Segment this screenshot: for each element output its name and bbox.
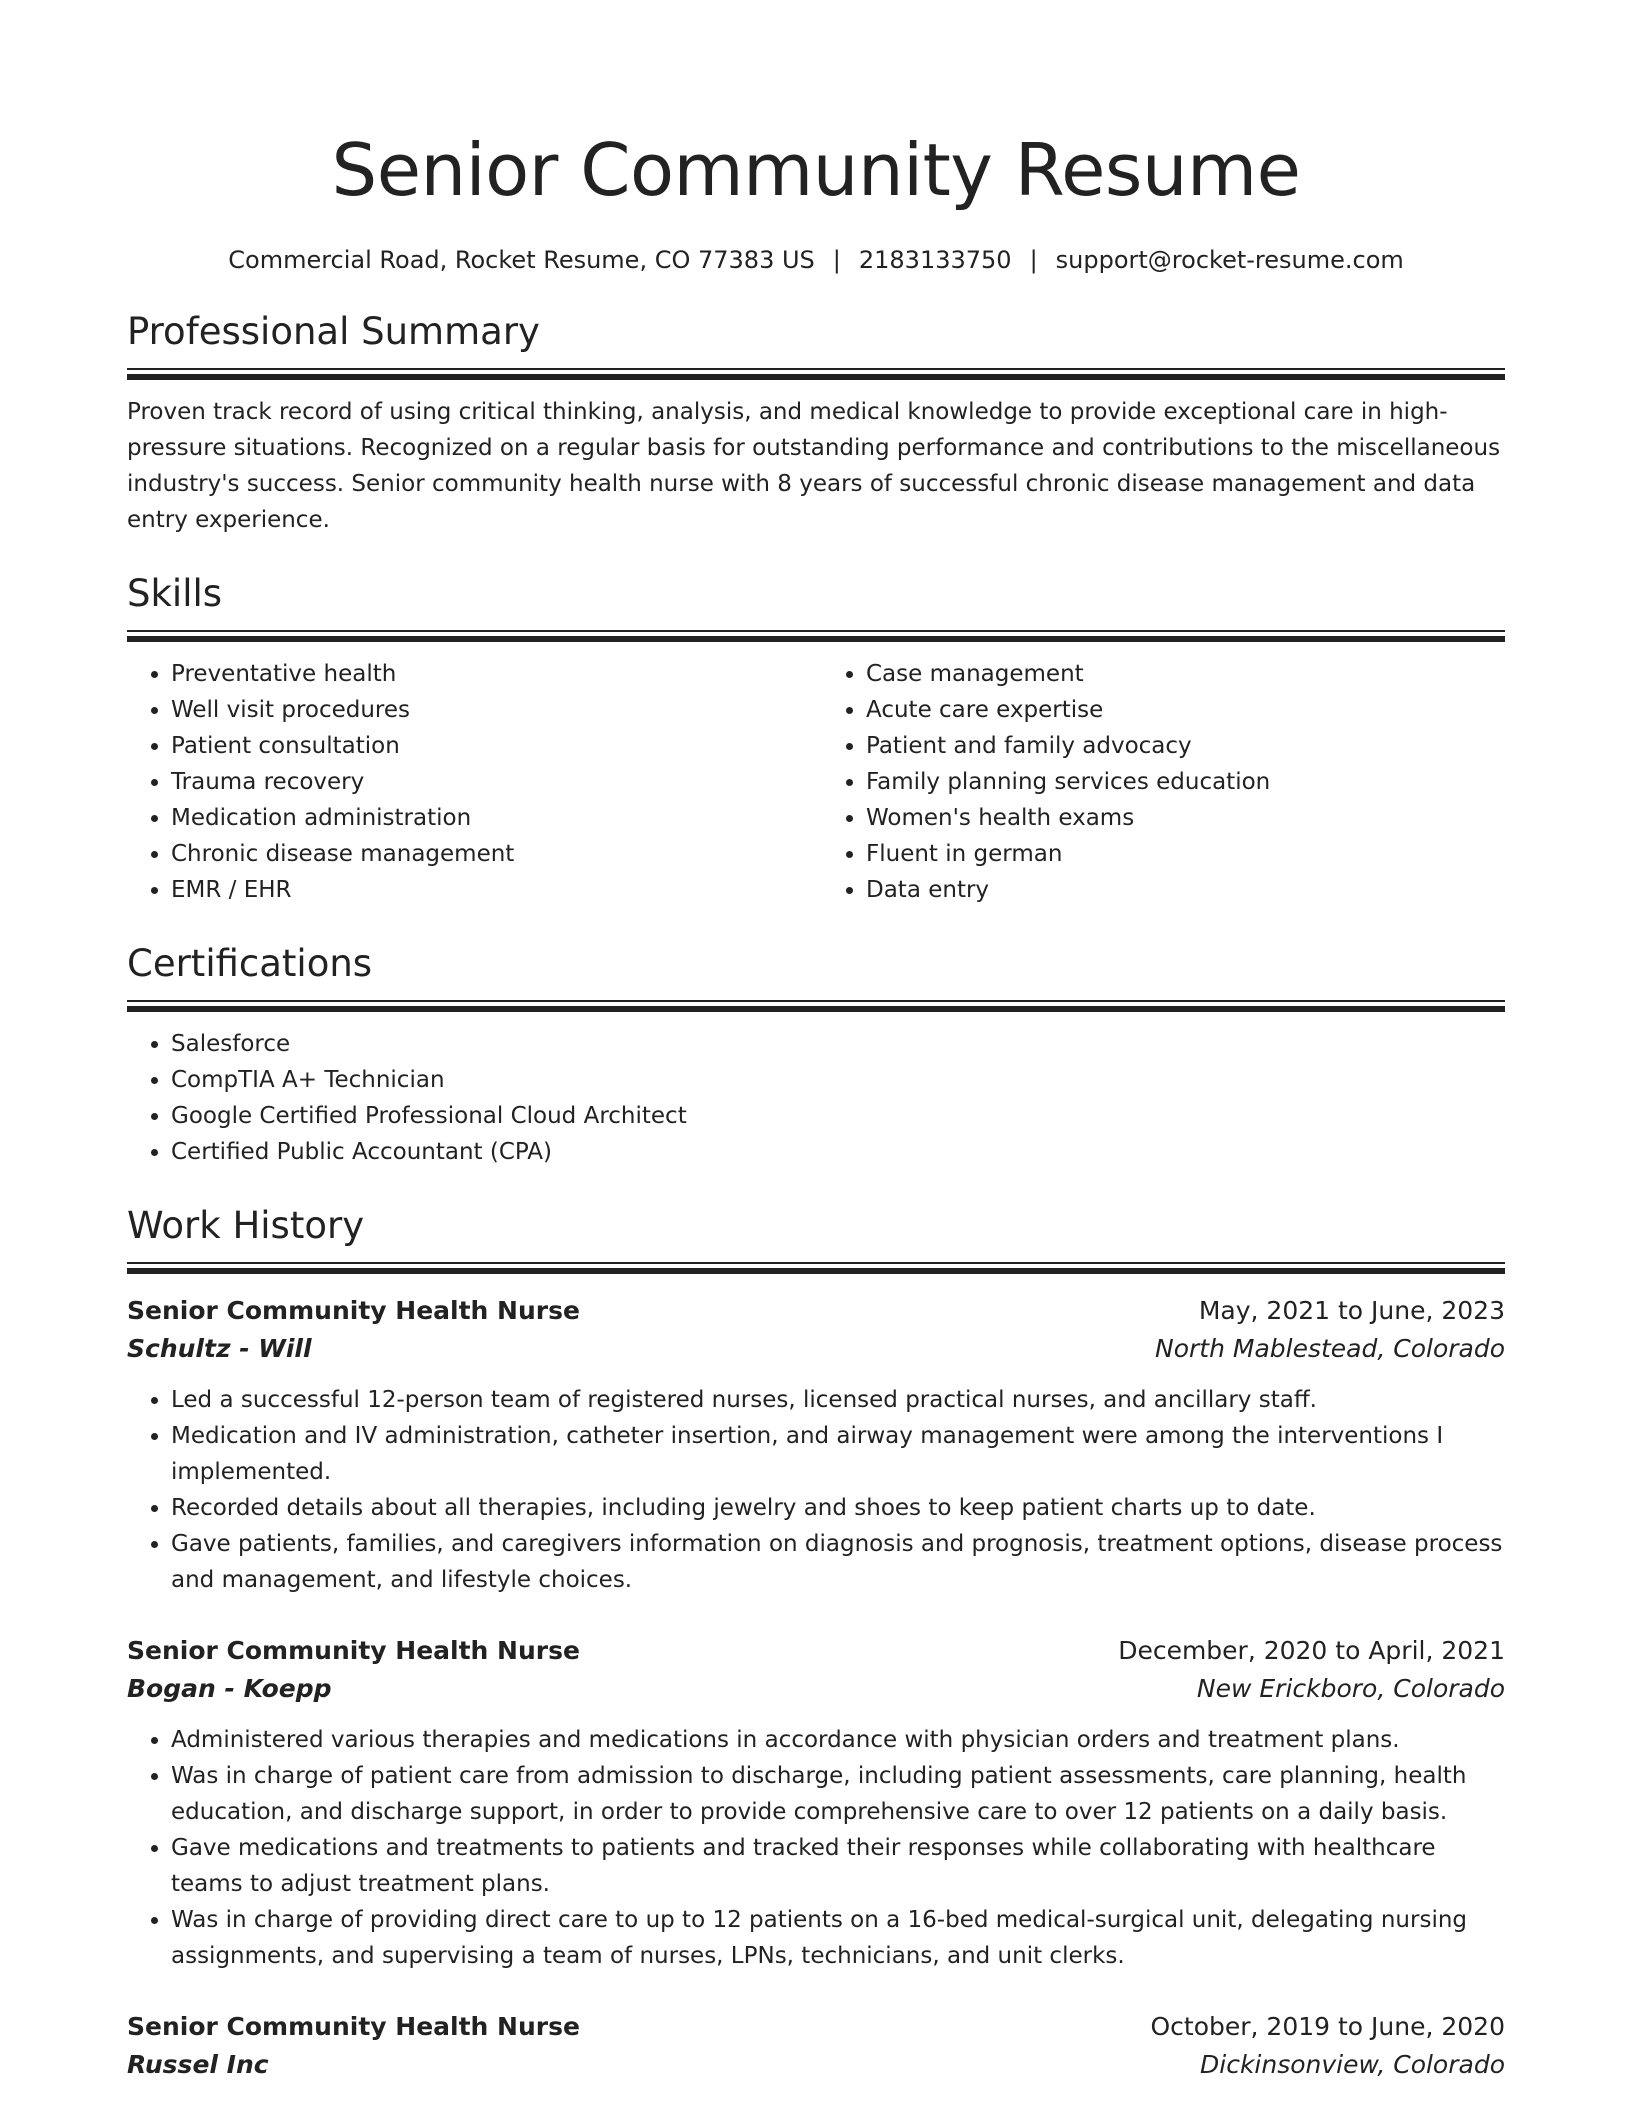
- job-duty: • Administered various therapies and medications in accordance with physician orders and treatment plans.: [171, 1722, 1505, 1758]
- job-location: New Erickboro, Colorado: [1196, 1674, 1505, 1703]
- certification-item: • Google Certified Professional Cloud Architect: [171, 1098, 1505, 1134]
- contact-separator: |: [1029, 246, 1038, 274]
- job-location: North Mablestead, Colorado: [1155, 1334, 1505, 1363]
- job-title: Senior Community Health Nurse: [127, 2012, 580, 2041]
- skill-item: • Patient consultation: [171, 728, 816, 764]
- skills-header: [127, 570, 1505, 642]
- contact-address: Commercial Road, Rocket Resume, CO 77383 US: [228, 246, 815, 274]
- skill-item: • Preventative health: [171, 656, 816, 692]
- job-title-row: [127, 2008, 1505, 2046]
- skills-list-left: [127, 656, 816, 908]
- job-duty: • Was in charge of patient care from admission to discharge, including patient assessments, care planning, health education, and discharge support, in order to provide comprehensive care to over 12 patients on a daily basis.: [171, 1758, 1505, 1830]
- summary-header: [127, 308, 1505, 380]
- contact-line: [127, 244, 1505, 276]
- job-dates: May, 2021 to June, 2023: [1198, 1296, 1505, 1325]
- job-duty: • Gave medications and treatments to patients and tracked their responses while collaborating with healthcare teams to adjust treatment plans.: [171, 1830, 1505, 1902]
- certifications-section: [127, 940, 1505, 1170]
- section-divider: [127, 1000, 1505, 1012]
- summary-text: Proven track record of using critical thinking, analysis, and medical knowledge to provide exceptional care in high-pressure situations. Recognized on a regular basis for outstanding performance and contributions to the miscellaneous industry's success. Senior community health nurse with 8 years of successful chronic disease management and data entry experience.: [127, 399, 1501, 533]
- skills-section: [127, 570, 1505, 908]
- job-location: Dickinsonview, Colorado: [1200, 2050, 1505, 2079]
- job-company-row: [127, 1670, 1505, 1708]
- skill-item: • Patient and family advocacy: [866, 728, 1505, 764]
- section-divider: [127, 630, 1505, 642]
- skill-item: • Women's health exams: [866, 800, 1505, 836]
- skills-list-right: [816, 656, 1505, 908]
- contact-email: support@rocket-resume.com: [1055, 246, 1404, 274]
- skill-item: • Trauma recovery: [171, 764, 816, 800]
- job-dates: October, 2019 to June, 2020: [1150, 2012, 1505, 2041]
- job-duties-list: [127, 1382, 1505, 1598]
- job-duty: • Gave patients, families, and caregivers information on diagnosis and prognosis, treatment options, disease process and management, and lifestyle choices.: [171, 1526, 1505, 1598]
- skill-item: • Acute care expertise: [866, 692, 1505, 728]
- job-entry: [127, 1632, 1505, 1974]
- job-company: Russel Inc: [127, 2050, 269, 2079]
- skill-item: • EMR / EHR: [171, 872, 816, 908]
- job-title-row: [127, 1632, 1505, 1670]
- contact-phone: 2183133750: [858, 246, 1012, 274]
- job-dates: December, 2020 to April, 2021: [1118, 1636, 1505, 1665]
- contact-separator: |: [832, 246, 841, 274]
- work-history-section: [127, 1202, 1505, 2084]
- skills-grid: [127, 656, 1505, 908]
- job-company: Schultz - Will: [127, 1334, 312, 1363]
- section-divider: [127, 1262, 1505, 1274]
- job-company: Bogan - Koepp: [127, 1674, 332, 1703]
- job-company-row: [127, 2046, 1505, 2084]
- skill-item: • Case management: [866, 656, 1505, 692]
- job-title-row: [127, 1292, 1505, 1330]
- job-title: Senior Community Health Nurse: [127, 1296, 580, 1325]
- skill-item: • Family planning services education: [866, 764, 1505, 800]
- certifications-heading: Certifications: [127, 942, 373, 985]
- skill-item: • Well visit procedures: [171, 692, 816, 728]
- job-company-row: [127, 1330, 1505, 1368]
- job-entry: [127, 1292, 1505, 1598]
- summary-section: [127, 308, 1505, 538]
- job-entry: [127, 2008, 1505, 2084]
- work-history-header: [127, 1202, 1505, 1274]
- resume-title: Senior Community Resume: [331, 128, 1301, 212]
- job-duty: • Led a successful 12-person team of registered nurses, licensed practical nurses, and ancillary staff.: [171, 1382, 1505, 1418]
- certification-item: • Certified Public Accountant (CPA): [171, 1134, 1505, 1170]
- skills-heading: Skills: [127, 572, 223, 615]
- skill-item: • Fluent in german: [866, 836, 1505, 872]
- section-divider: [127, 368, 1505, 380]
- work-history-heading: Work History: [127, 1204, 365, 1247]
- job-duty: • Medication and IV administration, catheter insertion, and airway management were among the interventions I implemented.: [171, 1418, 1505, 1490]
- certification-item: • Salesforce: [171, 1026, 1505, 1062]
- job-duties-list: [127, 1722, 1505, 1974]
- certification-item: • CompTIA A+ Technician: [171, 1062, 1505, 1098]
- summary-heading: Professional Summary: [127, 310, 540, 353]
- skill-item: • Data entry: [866, 872, 1505, 908]
- job-title: Senior Community Health Nurse: [127, 1636, 580, 1665]
- skill-item: • Medication administration: [171, 800, 816, 836]
- certifications-header: [127, 940, 1505, 1012]
- job-duty: • Was in charge of providing direct care to up to 12 patients on a 16-bed medical-surgical unit, delegating nursing assignments, and supervising a team of nurses, LPNs, technicians, and unit clerks.: [171, 1902, 1505, 1974]
- job-duty: • Recorded details about all therapies, including jewelry and shoes to keep patient charts up to date.: [171, 1490, 1505, 1526]
- skill-item: • Chronic disease management: [171, 836, 816, 872]
- certifications-list: [127, 1026, 1505, 1170]
